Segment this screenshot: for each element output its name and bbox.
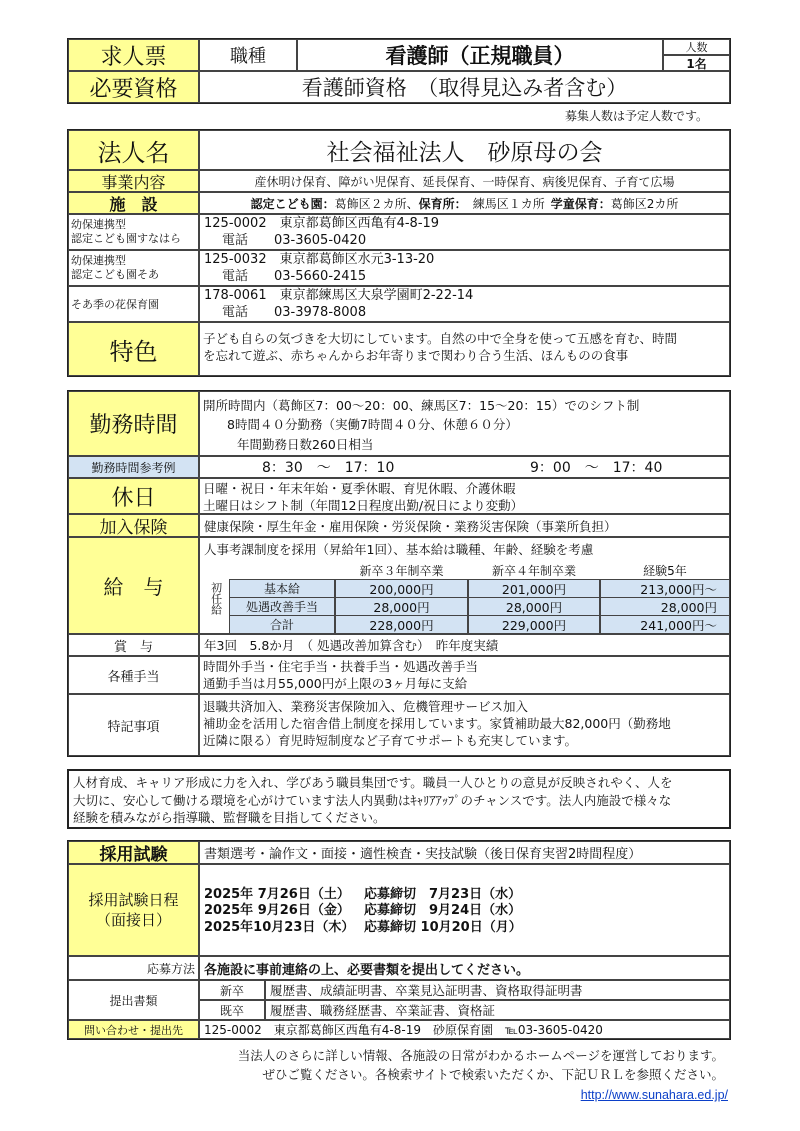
jigyo-label: 事業内容 (68, 170, 199, 192)
shisetsu-hoikusho-key: 保育所： (418, 196, 467, 211)
shorui-label: 提出書類 (68, 980, 199, 1020)
shoyo-label: 賞 与 (68, 634, 199, 656)
kyuyo-description: 人事考課制度を採用（昇給年1回）、基本給は職種、年齢、経験を考慮 (199, 537, 730, 559)
shinsotsu-value: 履歴書、成績証明書、卒業見込証明書、資格取得証明書 (265, 980, 730, 1000)
jigyo-value: 産休明け保育、障がい児保育、延長保育、一時保育、病後児保育、子育て広場 (199, 170, 730, 192)
kisotsu-label: 既卒 (199, 1000, 265, 1020)
salary-cell: 28,000円 (335, 597, 468, 616)
ninzu-label: 人数 (663, 39, 730, 55)
corp-name-label: 法人名 (68, 130, 199, 170)
shisetsu-label: 施 設 (68, 192, 199, 214)
tokki-value: 退職共済加入、業務災害保険加入、危機管理サービス加入 補助金を活用した宿舎借上制度を採用しています。家賃補助最大82,000円（勤務地 近隣に限る）育児時短制度など子育てサポートも充実しています。 (199, 694, 730, 756)
salary-cell: 200,000円 (335, 579, 468, 598)
shisetsu-value (199, 192, 730, 214)
salary-cell: 213,000円～ (600, 579, 730, 598)
facility-1-contact (199, 214, 730, 250)
facility-1-name: 幼保連携型 認定こども園すなはら (68, 214, 199, 250)
salary-cell: 28,000円 (600, 597, 730, 616)
salary-cell: 201,000円 (468, 579, 600, 598)
shiken-label: 採用試験 (68, 841, 199, 864)
hitsuyo-label: 必要資格 (68, 71, 199, 103)
salary-row-label: 処遇改善手当 (229, 597, 335, 616)
salary-row-label: 合計 (229, 615, 335, 634)
corp-name-value: 社会福祉法人 砂原母の会 (199, 130, 730, 170)
tokki-label: 特記事項 (68, 694, 199, 756)
message-line-1: 人材育成、キャリア形成に力を入れ、学びあう職員集団です。職員一人ひとりの意見が反映されやく、人を (73, 775, 673, 790)
salary-header-3: 経験5年 (643, 563, 687, 578)
facility-1-address: 125-0002 東京都葛飾区西亀有4-8-19 (204, 216, 440, 231)
salary-cell: 241,000円～ (600, 615, 730, 634)
kyujinhyo-label: 求人票 (68, 39, 199, 71)
exam-date-row: 2025年 9月26日（金） 応募締切 9月24日（水） (204, 903, 522, 919)
kyujitsu-label: 休日 (68, 478, 199, 514)
shisetsu-gakudo-key: 学童保育： (550, 196, 611, 211)
facility-3-address: 178-0061 東京都練馬区大泉学園町2-22-14 (204, 288, 474, 303)
footer-line-2: ぜひご覧ください。各検索サイトで検索いただくか、下記ＵＲＬを参照ください。 (262, 1067, 724, 1082)
facility-3-contact (199, 286, 730, 322)
hitsuyo-value: 看護師資格 （取得見込み者含む） (199, 71, 730, 103)
kinmu-label: 勤務時間 (68, 391, 199, 456)
sanko-label: 勤務時間参考例 (68, 456, 199, 478)
shokushu-label: 職種 (199, 39, 297, 71)
salary-cell: 28,000円 (468, 597, 600, 616)
message-line-3: 経験を積みながら指導職、監督職を目指してください。 (73, 810, 386, 825)
teate-value: 時間外手当・住宅手当・扶養手当・処遇改善手当 通勤手当は月55,000円が上限の3ヶ月毎に支給 (199, 656, 730, 694)
facility-1-tel: 電話 03-3605-0420 (222, 232, 367, 248)
kyujitsu-value: 日曜・祝日・年末年始・夏季休暇、育児休暇、介護休暇 土曜日はシフト制（年間12日程度出勤/祝日により変動） (199, 478, 730, 514)
shokushu-value: 看護師（正規職員） (297, 39, 663, 71)
message-line-2: 大切に、安心して働ける環境を心がけています法人内異動はｷｬﾘｱｱｯﾌﾟのチャンスです。法人内施設で様々な (73, 792, 672, 808)
salary-header-2: 新卒４年制卒業 (491, 563, 576, 578)
hoho-label: 応募方法 (68, 956, 199, 980)
shisetsu-kodomoen-key: 認定こども園： (250, 196, 335, 211)
facility-2-tel: 電話 03-5660-2415 (222, 268, 367, 284)
exam-date-row: 2025年10月23日（木） 応募締切 10月20日（月） (204, 919, 522, 935)
salary-header-1: 新卒３年制卒業 (359, 563, 444, 578)
kyuyo-label: 給 与 (68, 537, 199, 634)
tokushoku-value: 子ども自らの気づきを大切にしています。自然の中で全身を使って五感を育む、時間 を忘れて遊ぶ、赤ちゃんからお年寄りまで関わり合う生活、ほんものの食事 (199, 322, 730, 376)
shisetsu-kodomoen-val: 葛飾区２カ所、 (334, 196, 419, 211)
message-block (67, 769, 731, 829)
facility-2-name: 幼保連携型 認定こども園そあ (68, 250, 199, 286)
hoken-label: 加入保険 (68, 514, 199, 537)
ninzu-value: 1名 (663, 55, 730, 71)
tokushoku-label: 特色 (68, 322, 199, 376)
toiawase-value: 125-0002 東京都葛飾区西亀有4-8-19 砂原保育園 ℡03-3605-0420 (199, 1020, 730, 1039)
salary-cell: 228,000円 (335, 615, 468, 634)
teate-label: 各種手当 (68, 656, 199, 694)
kisotsu-value: 履歴書、職務経歴書、卒業証書、資格証 (265, 1000, 730, 1020)
toiawase-label: 問い合わせ・提出先 (68, 1020, 199, 1039)
shinsotsu-label: 新卒 (199, 980, 265, 1000)
nittei-label: 採用試験日程 （面接日） (68, 864, 199, 956)
shoninkyu-label: 初任給 (209, 581, 223, 615)
shisetsu-gakudo-val: 葛飾区2カ所 (610, 196, 679, 211)
sanko-value (199, 456, 730, 478)
exam-date-row: 2025年 7月26日（土） 応募締切 7月23日（水） (204, 887, 522, 902)
hoho-value: 各施設に事前連絡の上、必要書類を提出してください。 (199, 956, 730, 980)
facility-3-name: そあ季の花保育園 (68, 286, 199, 322)
facility-2-contact (199, 250, 730, 286)
ninzu-note: 募集人数は予定人数です。 (564, 109, 708, 123)
hoken-value: 健康保険・厚生年金・雇用保険・労災保険・業務災害保険（事業所負担） (199, 514, 730, 537)
salary-row-label: 基本給 (229, 579, 335, 598)
facility-2-address: 125-0032 東京都葛飾区水元3-13-20 (204, 252, 435, 267)
nittei-dates (199, 864, 730, 956)
sanko-shift-2: 9：00 ～ 17：40 (530, 460, 663, 476)
kinmu-value: 開所時間内（葛飾区7：00～20：00、練馬区7：15～20：15）でのシフト制 8時間４０分勤務（実働7時間４０分、休憩６０分） 年間勤務日数260日相当 (199, 391, 730, 456)
sanko-shift-1: 8：30 ～ 17：10 (262, 460, 395, 476)
salary-cell: 229,000円 (468, 615, 600, 634)
homepage-link[interactable]: http://www.sunahara.ed.jp/ (580, 1088, 728, 1102)
shisetsu-hoikusho-val: 練馬区１カ所 (472, 196, 557, 211)
shoyo-value: 年3回 5.8か月 （ 処遇改善加算含む） 昨年度実績 (199, 634, 730, 656)
facility-3-tel: 電話 03-3978-8008 (222, 304, 367, 320)
footer-line-1: 当法人のさらに詳しい情報、各施設の日常がわかるホームページを運営しております。 (237, 1048, 724, 1063)
shiken-value: 書類選考・論作文・面接・適性検査・実技試験（後日保育実習2時間程度） (199, 841, 730, 864)
